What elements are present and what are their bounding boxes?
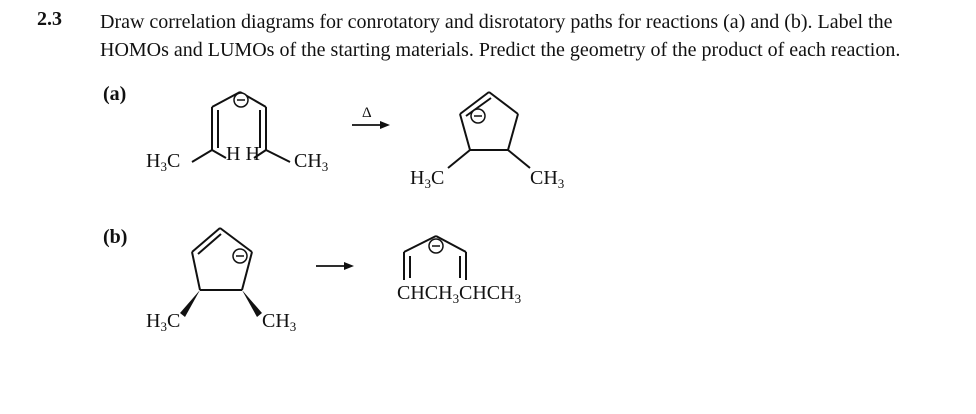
problem-number: 2.3 — [37, 8, 62, 30]
part-b-reactant-left-methyl: $H_3C$ — [146, 310, 181, 334]
part-b-reactant-charge — [233, 249, 247, 263]
part-a-label: (a) — [103, 83, 127, 105]
part-a-arrow-label: Δ — [362, 105, 372, 121]
part-b-product-charge — [429, 239, 443, 253]
part-b-label: (b) — [103, 226, 128, 248]
part-a-reactant-hydrogens: H H — [226, 143, 260, 165]
part-b-product-right-group: $CHCH_3$ — [459, 282, 522, 306]
part-a-product-charge — [471, 109, 485, 123]
part-b-right-wedge — [242, 290, 262, 317]
part-a-reactant-charge — [234, 93, 248, 107]
part-a-product-right-methyl: $CH_3$ — [530, 167, 565, 191]
part-b-product-left-group: $CHCH_3$ — [397, 282, 460, 306]
part-a-reactant-left-methyl: $H_3C$ — [146, 150, 181, 174]
part-a-reactant-right-methyl: $CH_3$ — [294, 150, 329, 174]
part-a-product-left-methyl: $H_3C$ — [410, 167, 445, 191]
part-b-reactant-right-methyl: $CH_3$ — [262, 310, 297, 334]
part-b-left-wedge — [180, 290, 200, 317]
part-b-arrow — [316, 262, 354, 270]
part-a-product-skeleton — [448, 92, 530, 168]
problem-statement: Draw correlation diagrams for conrotatory and disrotatory paths for reactions (a) and (b). Label the HOMOs and LUMOs of the starting materials. Predict the geometry of the product of each reaction. — [100, 11, 901, 61]
part-a-arrow — [352, 121, 390, 129]
